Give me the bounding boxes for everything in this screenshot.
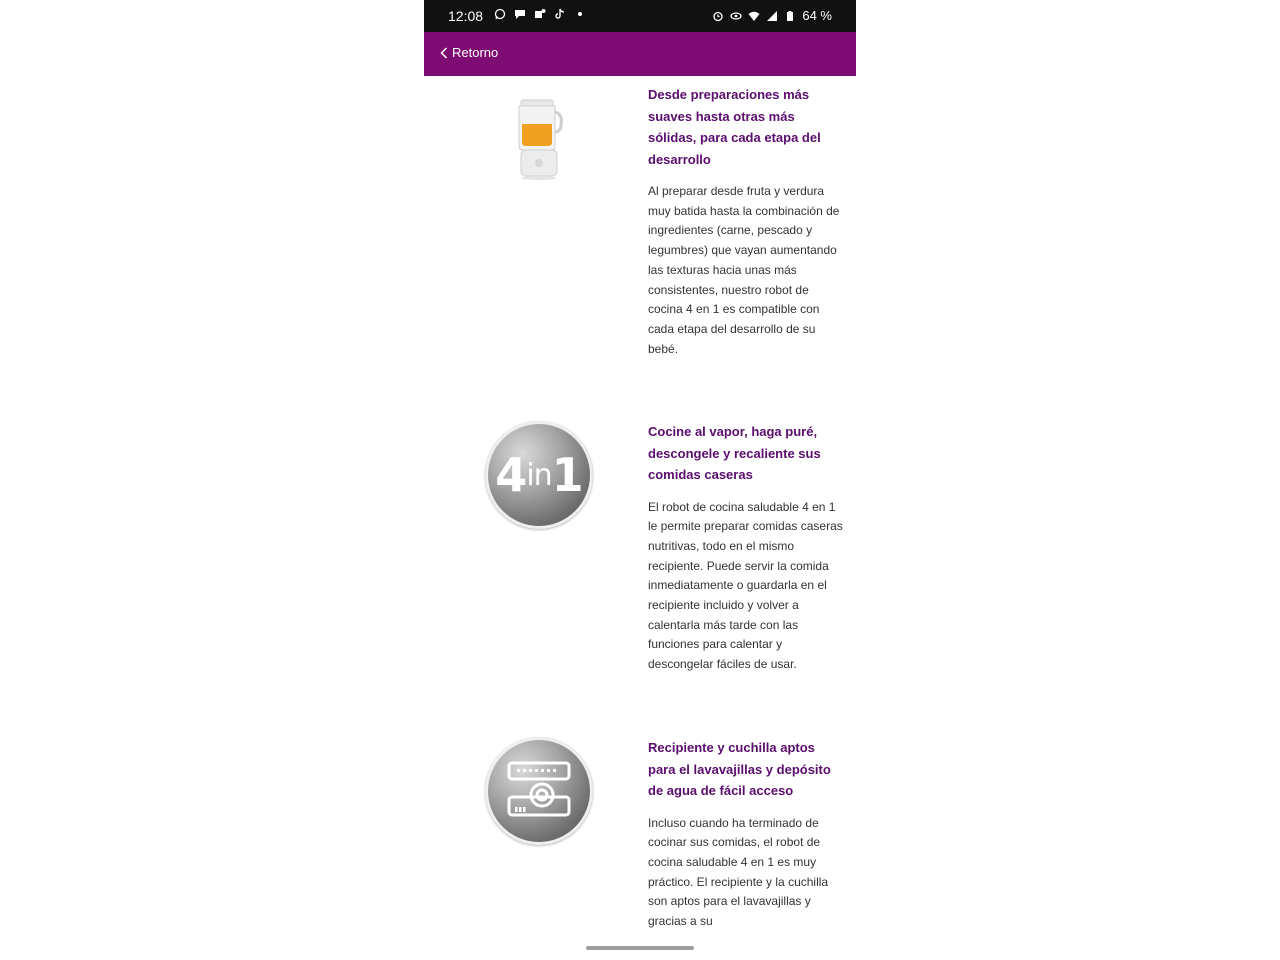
dishwasher-symbol bbox=[504, 759, 574, 823]
feature-description: Al preparar desde fruta y verdura muy batida hasta la combinación de ingredientes (carne, pescado y legumbres) que vayan aumentando las texturas hacia unas más consistentes, nuestro robot de cocina 4 en 1 es compatible con cada etapa del desarrollo de su bebé. bbox=[648, 184, 840, 356]
blender-image bbox=[511, 98, 567, 182]
feature-description: El robot de cocina saludable 4 en 1 le permite preparar comidas caseras nutritivas, todo en el mismo recipiente. Puede servir la comida inmediatamente o guardarla en el recipiente incluido y volver a calentarla más tarde con las funciones para calentar y descongelar fáciles de usar. bbox=[648, 499, 843, 672]
chat-icon bbox=[514, 8, 526, 20]
feature-text bbox=[648, 421, 844, 675]
wifi-icon bbox=[748, 10, 760, 22]
gesture-nav-handle[interactable] bbox=[586, 946, 694, 950]
feature-media bbox=[484, 421, 594, 529]
alarm-icon bbox=[712, 10, 724, 22]
feature-text bbox=[648, 84, 844, 359]
whatsapp-icon bbox=[494, 8, 506, 20]
tiktok-icon bbox=[554, 8, 566, 20]
4in1-badge-icon bbox=[485, 421, 593, 529]
system-icons bbox=[712, 8, 832, 23]
dishwasher-icon bbox=[485, 737, 593, 845]
chevron-left-icon bbox=[440, 47, 448, 59]
app-header bbox=[424, 32, 856, 76]
teams-icon bbox=[534, 8, 546, 20]
feature-text bbox=[648, 737, 844, 932]
eye-icon bbox=[730, 10, 742, 22]
notification-icons bbox=[494, 8, 586, 20]
feature-title: Cocine al vapor, haga puré, descongele y recaliente sus comidas caseras bbox=[648, 424, 821, 482]
phone-screen bbox=[424, 0, 856, 960]
feature-list bbox=[424, 76, 856, 946]
badge-digit: 4 bbox=[495, 448, 527, 502]
badge-in: in bbox=[526, 457, 552, 493]
feature-media bbox=[484, 737, 594, 845]
battery-icon bbox=[784, 10, 796, 22]
status-time: 12:08 bbox=[448, 8, 484, 24]
feature-title: Desde preparaciones más suaves hasta otras más sólidas, para cada etapa del desarrollo bbox=[648, 87, 821, 167]
feature-media bbox=[484, 98, 594, 182]
status-bar bbox=[424, 0, 856, 32]
feature-title: Recipiente y cuchilla aptos para el lavavajillas y depósito de agua de fácil acceso bbox=[648, 740, 831, 798]
back-label: Retorno bbox=[452, 45, 499, 60]
feature-description: Incluso cuando ha terminado de cocinar sus comidas, el robot de cocina saludable 4 en 1 es muy práctico. El recipiente y la cuchilla son aptos para el lavavajillas y gracias a su bbox=[648, 815, 829, 929]
signal-icon bbox=[766, 10, 778, 22]
dot-icon bbox=[574, 8, 586, 20]
badge-digit: 1 bbox=[551, 448, 583, 502]
back-button[interactable] bbox=[440, 45, 498, 60]
battery-percent: 64 % bbox=[802, 8, 832, 23]
